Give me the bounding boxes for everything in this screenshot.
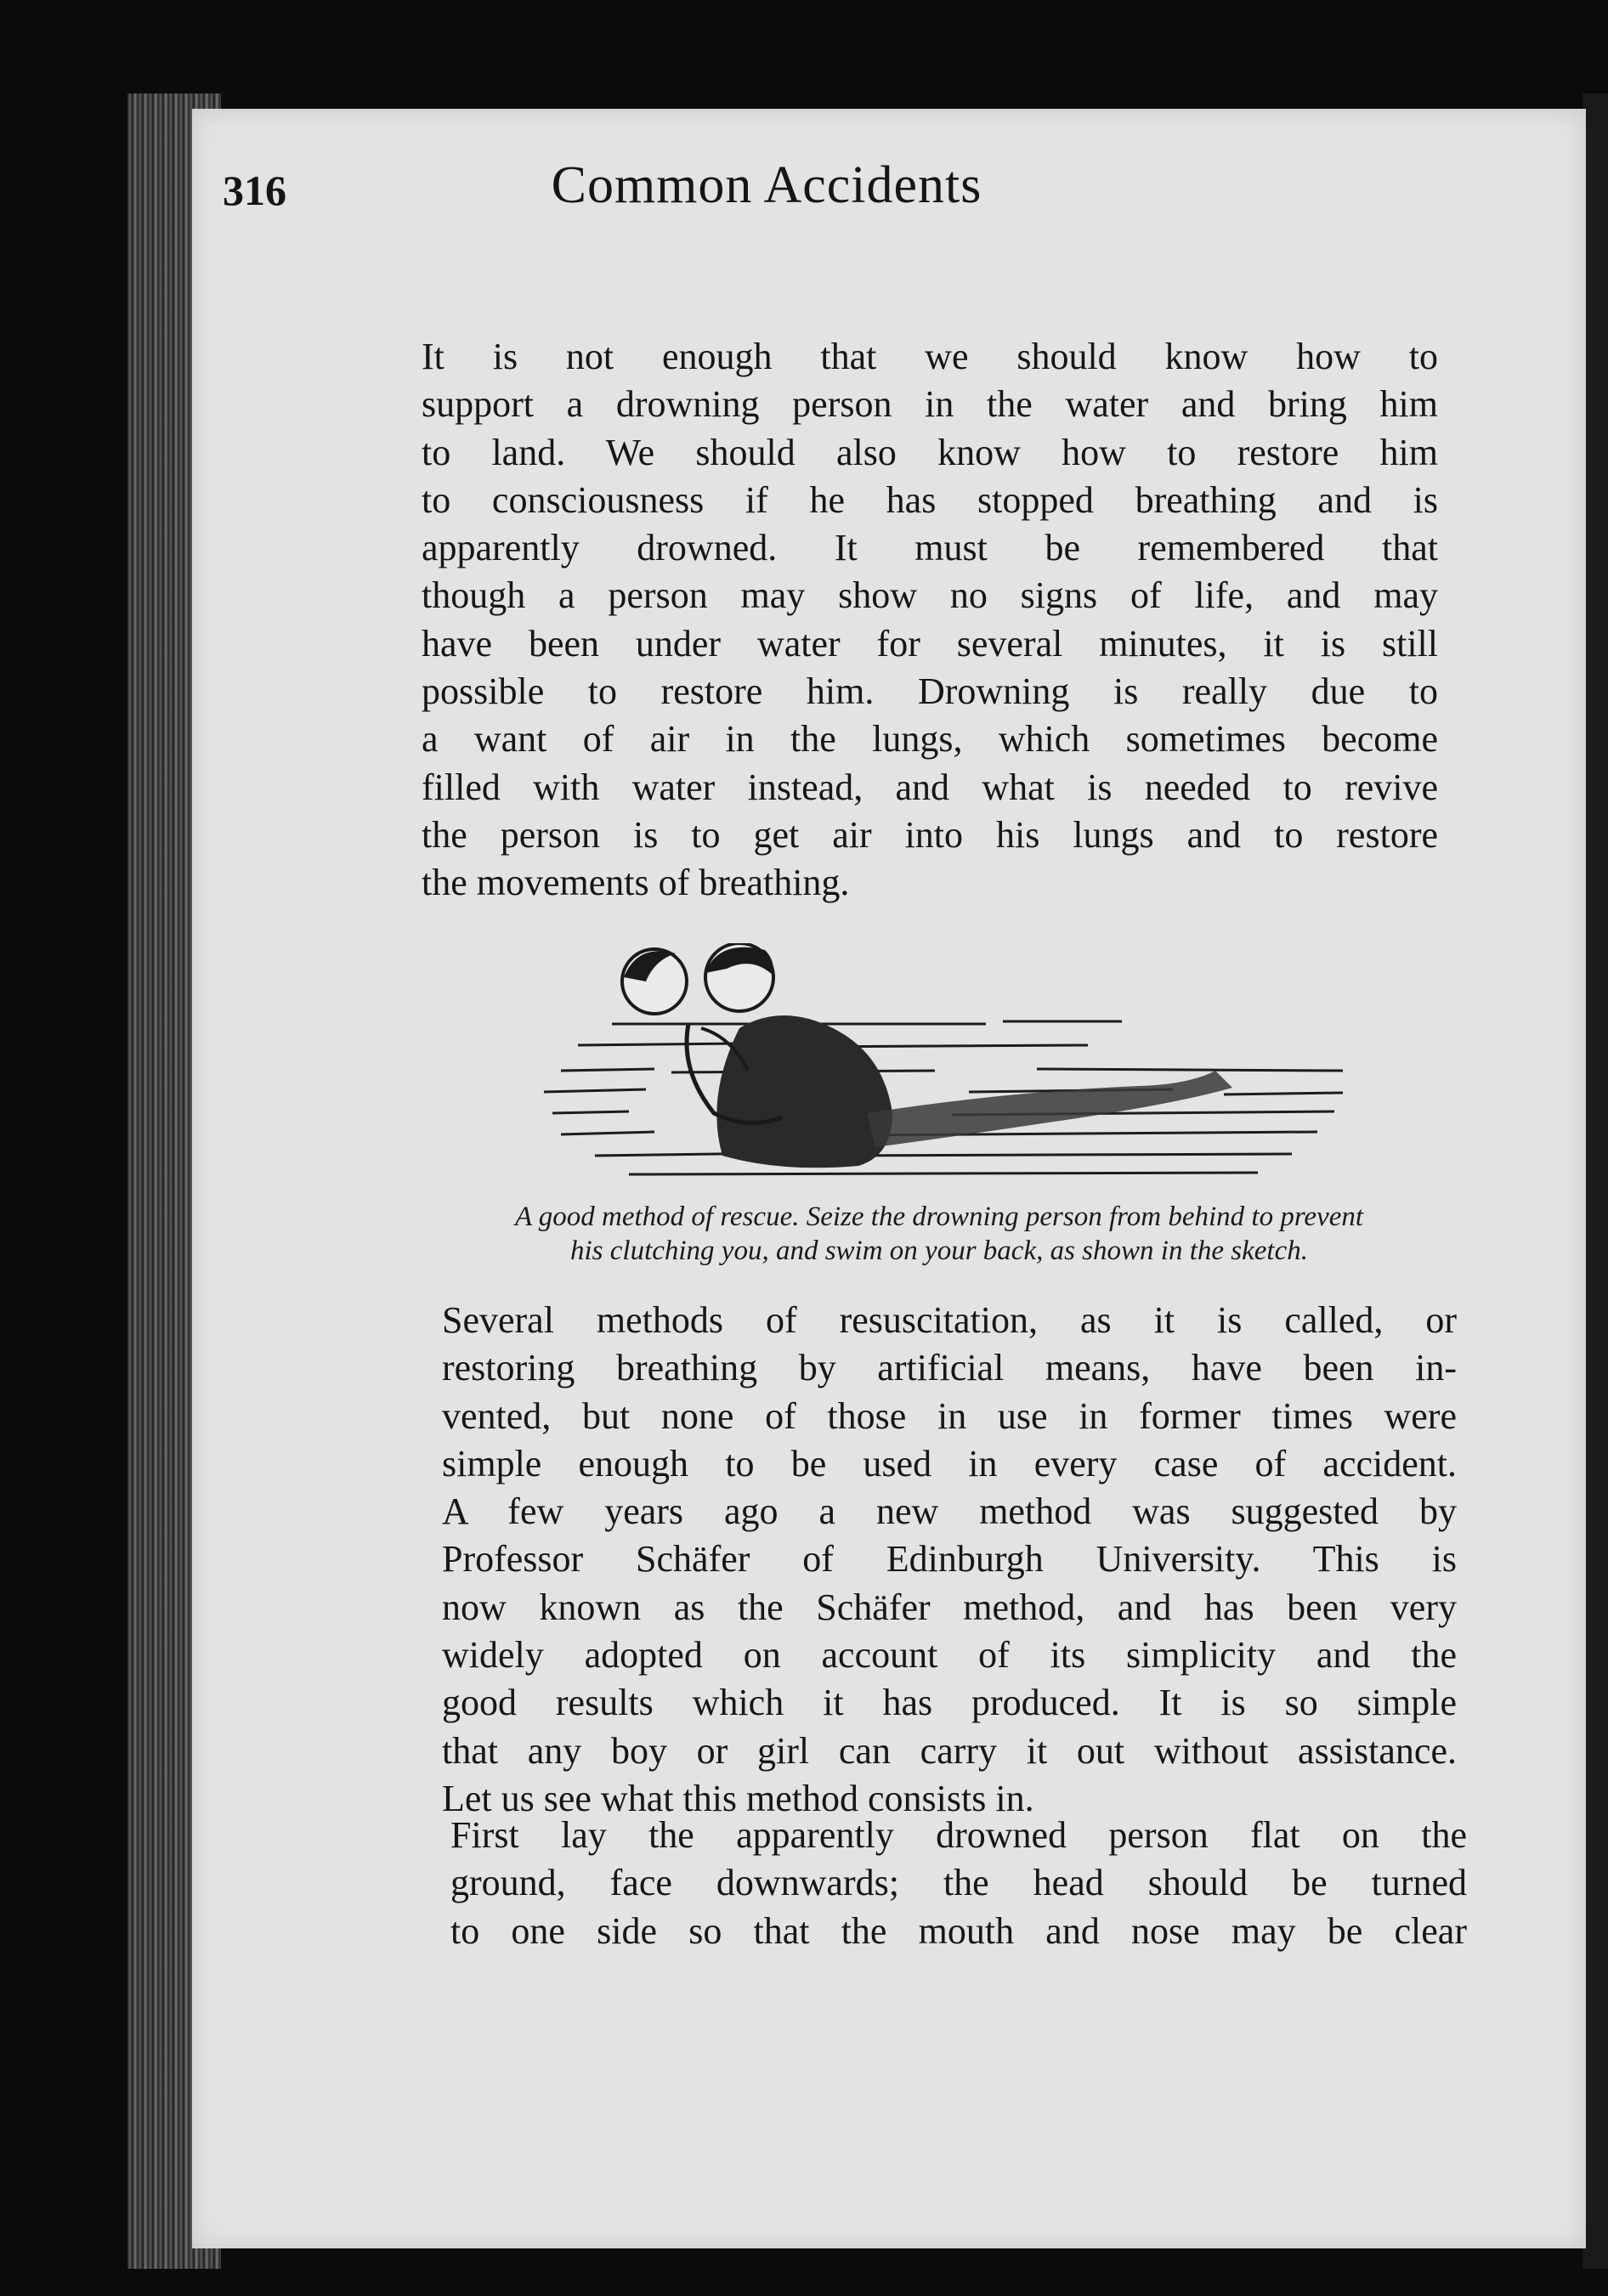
- figure-caption: [429, 1200, 1449, 1268]
- text-line: to consciousness if he has stopped breathing and is: [422, 478, 1438, 521]
- paragraph-resuscitation-methods: [442, 1297, 1457, 1823]
- paragraph-drowning-restoration: [422, 333, 1438, 908]
- water-line: [561, 1069, 1343, 1072]
- text-line: filled with water instead, and what is needed to revive: [422, 766, 1438, 808]
- text-line: the movements of breathing.: [422, 862, 850, 904]
- scan-right-border: [1583, 93, 1608, 2269]
- text-line: the person is to get air into his lungs and to restore: [422, 813, 1438, 856]
- text-line: support a drowning person in the water and bring him: [422, 383, 1438, 426]
- text-line: have been under water for several minutes, it is still: [422, 622, 1438, 664]
- text-line: widely adopted on account of its simplicity and the: [442, 1634, 1457, 1677]
- rescuer-body: [716, 1015, 892, 1168]
- text-line: Professor Schäfer of Edinburgh University. This is: [442, 1538, 1457, 1581]
- running-title: Common Accidents: [551, 156, 982, 214]
- text-line: apparently drowned. It must be remembered that: [422, 527, 1438, 569]
- text-line: possible to restore him. Drowning is really due to: [422, 670, 1438, 713]
- water-line: [629, 1173, 1258, 1174]
- text-line: though a person may show no signs of life, and may: [422, 574, 1438, 617]
- text-line: vented, but none of those in use in former times were: [442, 1394, 1457, 1437]
- water-line: [595, 1153, 1292, 1156]
- text-line: A few years ago a new method was suggested by: [442, 1490, 1457, 1533]
- paragraph-first-steps: [450, 1812, 1467, 1955]
- rescue-illustration: [527, 943, 1360, 1198]
- water-line: [612, 1021, 1122, 1024]
- text-line: to land. We should also know how to restore him: [422, 431, 1438, 473]
- text-line: restoring breathing by artificial means, have been in-: [442, 1347, 1457, 1389]
- text-line: Let us see what this method consists in.: [442, 1777, 1034, 1819]
- text-line: a want of air in the lungs, which sometimes become: [422, 718, 1438, 761]
- text-line: It is not enough that we should know how to: [422, 336, 1438, 377]
- text-line: that any boy or girl can carry it out without assistance.: [442, 1729, 1457, 1772]
- text-line: simple enough to be used in every case of accident.: [442, 1442, 1457, 1484]
- caption-line: A good method of rescue. Seize the drowning person from behind to prevent: [514, 1202, 1364, 1232]
- text-line: to one side so that the mouth and nose may be clear: [450, 1909, 1467, 1952]
- page-number: 316: [223, 167, 286, 214]
- caption-line: his clutching you, and swim on your back, as shown in the sketch.: [570, 1236, 1308, 1266]
- text-line: now known as the Schäfer method, and has been very: [442, 1586, 1457, 1628]
- text-line: ground, face downwards; the head should be turned: [450, 1862, 1467, 1904]
- victim-legs: [867, 1071, 1232, 1147]
- text-line: First lay the apparently drowned person flat on the: [450, 1814, 1467, 1856]
- text-line: good results which it has produced. It is so simple: [442, 1682, 1457, 1724]
- page-header: [223, 140, 1362, 225]
- text-line: Several methods of resuscitation, as it is called, or: [442, 1299, 1457, 1341]
